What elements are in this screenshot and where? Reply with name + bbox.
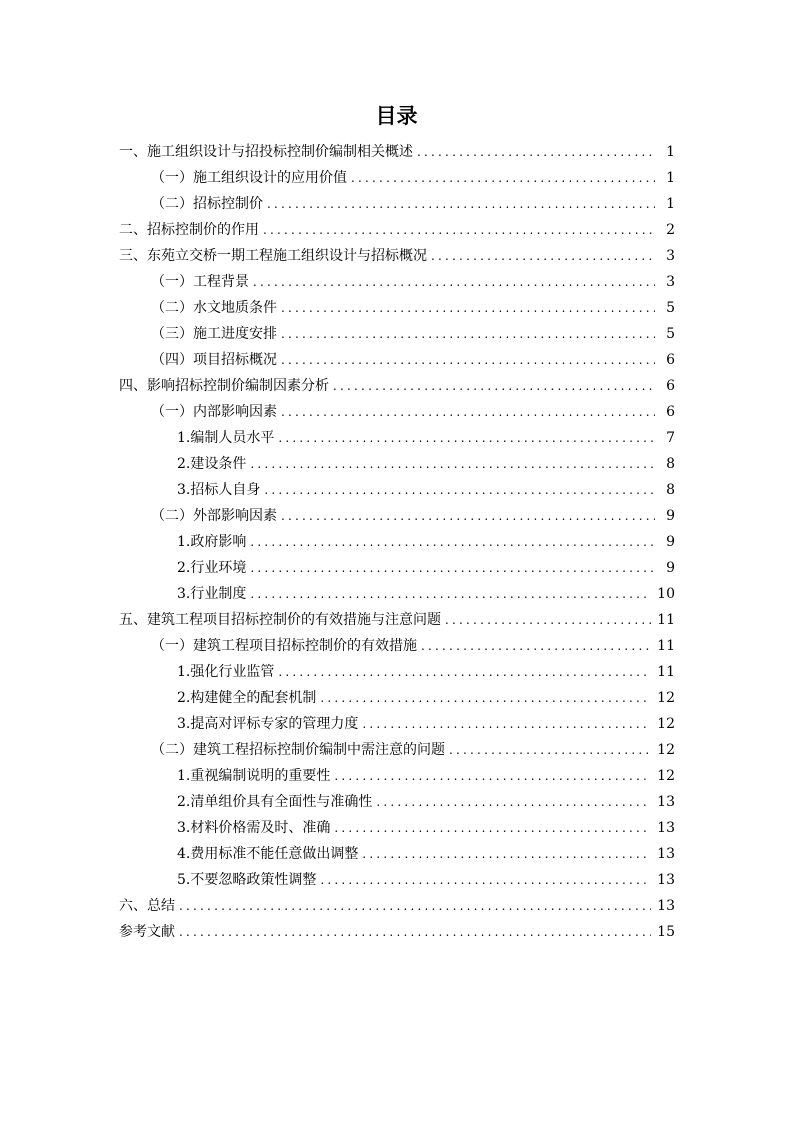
toc-entry-text: 1.政府影响	[177, 534, 247, 550]
toc-dot-leader	[376, 789, 651, 815]
toc-entry[interactable]	[119, 789, 675, 815]
toc-entry-text: （二）建筑工程招标控制价编制中需注意的问题	[151, 742, 445, 758]
toc-entry[interactable]	[119, 477, 675, 503]
toc-entry-text: 1.强化行业监管	[177, 664, 275, 680]
toc-entry-text: （一）建筑工程项目招标控制价的有效措施	[151, 638, 417, 654]
toc-entry[interactable]	[119, 503, 675, 529]
toc-entry[interactable]	[119, 451, 675, 477]
toc-entry-text: （三）施工进度安排	[151, 326, 277, 342]
toc-dot-leader	[445, 607, 651, 633]
toc-entry[interactable]	[119, 867, 675, 893]
toc-entry[interactable]	[119, 685, 675, 711]
toc-entry[interactable]	[119, 347, 675, 373]
toc-page-number: 10	[657, 586, 675, 602]
toc-entry-text: 3.招标人自身	[177, 482, 261, 498]
toc-page-number: 8	[666, 456, 675, 472]
toc-entry-text: 2.建设条件	[177, 456, 247, 472]
toc-entry[interactable]	[119, 581, 675, 607]
toc-dot-leader	[250, 451, 655, 477]
toc-entry[interactable]	[119, 191, 675, 217]
toc-entry[interactable]	[119, 269, 675, 295]
toc-page-number: 11	[657, 612, 675, 628]
toc-entry-text: 1.重视编制说明的重要性	[177, 768, 331, 784]
toc-entry-text: 四、影响招标控制价编制因素分析	[119, 378, 329, 394]
toc-dot-leader	[281, 399, 655, 425]
toc-dot-leader	[320, 867, 651, 893]
toc-page-number: 5	[666, 300, 675, 316]
toc-entry-text: 参考文献	[119, 924, 175, 940]
toc-dot-leader	[320, 685, 651, 711]
toc-entry-text: 2.清单组价具有全面性与准确性	[177, 794, 373, 810]
toc-entry[interactable]	[119, 711, 675, 737]
toc-page-number: 6	[666, 352, 675, 368]
toc-dot-leader	[281, 347, 655, 373]
toc-entry[interactable]	[119, 321, 675, 347]
toc-entry[interactable]	[119, 373, 675, 399]
toc-entry[interactable]	[119, 217, 675, 243]
toc-entry-text: 三、东苑立交桥一期工程施工组织设计与招标概况	[119, 248, 427, 264]
toc-entry[interactable]	[119, 555, 675, 581]
toc-dot-leader	[334, 815, 651, 841]
toc-page-number: 9	[666, 508, 675, 524]
toc-entry-text: （一）工程背景	[151, 274, 249, 290]
toc-page-number: 5	[666, 326, 675, 342]
toc-dot-leader	[333, 373, 655, 399]
toc-dot-leader	[281, 295, 655, 321]
toc-dot-leader	[264, 477, 655, 503]
toc-entry-text: （一）内部影响因素	[151, 404, 277, 420]
toc-page-number: 6	[666, 378, 675, 394]
toc-entry-text: （二）外部影响因素	[151, 508, 277, 524]
toc-entry-text: 3.提高对评标专家的管理力度	[177, 716, 359, 732]
toc-page-number: 11	[657, 664, 675, 680]
toc-entry[interactable]	[119, 425, 675, 451]
toc-dot-leader	[362, 841, 651, 867]
toc-dot-leader	[281, 503, 655, 529]
toc-dot-leader	[281, 321, 655, 347]
toc-page-number: 7	[666, 430, 675, 446]
toc-page-number: 13	[657, 794, 675, 810]
toc-entry[interactable]	[119, 737, 675, 763]
toc-page-number: 1	[666, 170, 675, 186]
toc-entry[interactable]	[119, 139, 675, 165]
toc-entry-text: 3.材料价格需及时、准确	[177, 820, 331, 836]
toc-entry[interactable]	[119, 763, 675, 789]
toc-page-number: 11	[657, 638, 675, 654]
toc-dot-leader	[250, 529, 655, 555]
toc-entry-text: 六、总结	[119, 898, 175, 914]
toc-dot-leader	[351, 165, 655, 191]
toc-entry[interactable]	[119, 529, 675, 555]
toc-page-number: 13	[657, 872, 675, 888]
toc-entry[interactable]	[119, 841, 675, 867]
toc-title: 目录	[375, 104, 418, 128]
toc-entry-text: 2.行业环境	[177, 560, 247, 576]
toc-page-number: 12	[657, 768, 675, 784]
toc-entry[interactable]	[119, 607, 675, 633]
toc-entry-text: 5.不要忽略政策性调整	[177, 872, 317, 888]
toc-page-number: 9	[666, 560, 675, 576]
toc-entry[interactable]	[119, 165, 675, 191]
toc-dot-leader	[179, 919, 651, 945]
toc-dot-leader	[263, 217, 655, 243]
toc-entry-text: 2.构建健全的配套机制	[177, 690, 317, 706]
toc-dot-leader	[250, 581, 651, 607]
toc-dot-leader	[278, 425, 655, 451]
toc-page-number: 8	[666, 482, 675, 498]
toc-dot-leader	[431, 243, 655, 269]
toc-entry-text: 一、施工组织设计与招投标控制价编制相关概述	[119, 144, 413, 160]
toc-page-number: 1	[666, 144, 675, 160]
toc-dot-leader	[334, 763, 651, 789]
toc-dot-leader	[278, 659, 651, 685]
toc-page-number: 13	[657, 898, 675, 914]
toc-entry-text: （四）项目招标概况	[151, 352, 277, 368]
toc-entry-text: 3.行业制度	[177, 586, 247, 602]
toc-entry-text: （二）水文地质条件	[151, 300, 277, 316]
toc-page-number: 9	[666, 534, 675, 550]
toc-dot-leader	[253, 269, 655, 295]
toc-entry[interactable]	[119, 815, 675, 841]
toc-dot-leader	[267, 191, 655, 217]
toc-dot-leader	[362, 711, 651, 737]
toc-page-number: 13	[657, 820, 675, 836]
toc-entry[interactable]	[119, 919, 675, 945]
toc-dot-leader	[417, 139, 655, 165]
toc-page-number: 2	[666, 222, 675, 238]
toc-page-number: 12	[657, 690, 675, 706]
toc-page-number: 6	[666, 404, 675, 420]
toc-entry[interactable]	[119, 633, 675, 659]
toc-page-number: 12	[657, 716, 675, 732]
toc-entry[interactable]	[119, 243, 675, 269]
toc-page-number: 1	[666, 196, 675, 212]
toc-entry-text: （二）招标控制价	[151, 196, 263, 212]
toc-page-number: 3	[666, 248, 675, 264]
toc-dot-leader	[250, 555, 655, 581]
toc-entry-text: 五、建筑工程项目招标控制价的有效措施与注意问题	[119, 612, 441, 628]
toc-entry[interactable]	[119, 659, 675, 685]
toc-dot-leader	[449, 737, 651, 763]
toc-entry-text: 4.费用标准不能任意做出调整	[177, 846, 359, 862]
toc-page-number: 3	[666, 274, 675, 290]
toc-entry[interactable]	[119, 893, 675, 919]
toc-entry[interactable]	[119, 399, 675, 425]
toc-dot-leader	[421, 633, 651, 659]
toc-page-number: 12	[657, 742, 675, 758]
toc-entry-text: 1.编制人员水平	[177, 430, 275, 446]
toc-dot-leader	[179, 893, 651, 919]
toc-page-number: 15	[657, 924, 675, 940]
toc-page-number: 13	[657, 846, 675, 862]
toc-entry[interactable]	[119, 295, 675, 321]
toc-entry-text: 二、招标控制价的作用	[119, 222, 259, 238]
toc-list	[119, 139, 675, 945]
toc-entry-text: （一）施工组织设计的应用价值	[151, 170, 347, 186]
